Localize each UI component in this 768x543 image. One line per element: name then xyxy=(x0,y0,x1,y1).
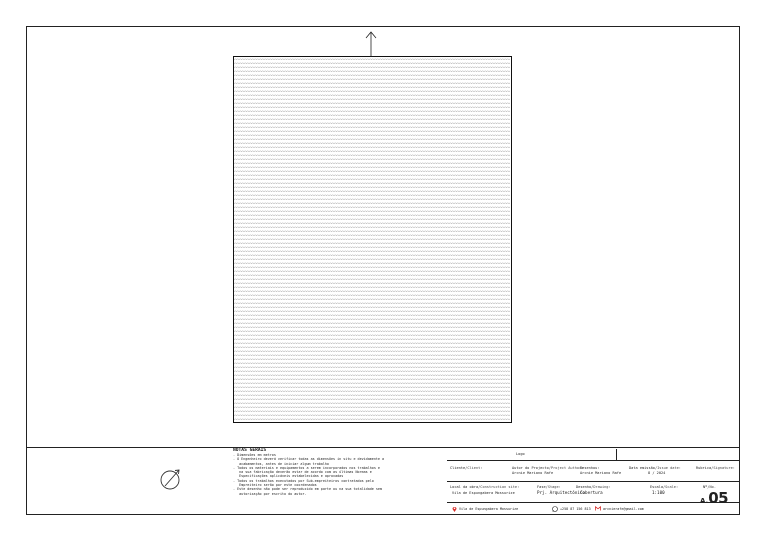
contact-address: Vila de Espungabera Mossurize xyxy=(452,506,518,512)
phase-value: Prj. Arquitectónico xyxy=(537,490,585,495)
notes-title: NOTAS GERAIS xyxy=(233,448,267,453)
sheet-number-label: Nº/No. xyxy=(703,485,716,489)
location-pin-icon xyxy=(452,506,457,512)
north-arrow-icon xyxy=(365,30,377,58)
issue-date-label: Data emissão/Issue date: xyxy=(629,466,681,470)
title-block-row-line xyxy=(447,460,740,461)
note-line: - Todos os materiais e equipamentos a serem incorporados nos trabalhos e xyxy=(233,465,380,470)
title-block-row-line xyxy=(447,481,740,482)
contact-email: arcnierafe@gmail.com xyxy=(595,506,644,511)
drawn-name: Arcnie Mariano Rafe xyxy=(580,471,622,475)
contact-phone: +258 87 156 813 xyxy=(552,506,591,512)
general-notes xyxy=(233,448,418,496)
note-line: Empreiteiro serão por este coordenados xyxy=(233,483,317,488)
roof-tile-hatch xyxy=(234,57,510,421)
author-name: Arcnie Mariano Rafe xyxy=(512,471,554,475)
note-line: autorização por escrito do autor. xyxy=(233,491,307,496)
logo-divider xyxy=(616,449,617,460)
note-line: - O Engenheiro deverá verificar todas as dimensões in situ e devidamente a xyxy=(233,457,385,462)
location-value: Vila de Espungabera Mossurize xyxy=(452,491,515,495)
note-line: Especificações aplicáveis estabelecidas e aprovadas xyxy=(233,474,344,479)
gmail-icon xyxy=(595,506,601,511)
scale-label: Escala/Scale: xyxy=(650,485,679,489)
note-line: na sua fabricação deverão estar de acordo com as últimas Normas e xyxy=(233,470,372,475)
drawing-value: Cobertura xyxy=(580,490,603,495)
phase-label: Fase/Stage: xyxy=(537,485,561,489)
note-line: - Todos os trabalhos executados por Sub-empreiteiros contratados pelo xyxy=(233,478,374,483)
drawn-label: Desenhou: xyxy=(580,466,600,470)
note-line: acabamentos, antes de iniciar algum trabalho xyxy=(233,461,329,466)
note-line: - Dimensões em metros xyxy=(233,453,276,457)
signature-label: Rubrica/Signature: xyxy=(696,466,735,470)
location-label: Local da obra/Construction site: xyxy=(450,485,520,489)
drawing-label: Desenho/Drawing: xyxy=(576,485,611,489)
roof-plan xyxy=(233,56,512,423)
client-label: Cliente/Client: xyxy=(450,466,483,470)
author-label: Autor do Projecto/Project Author: xyxy=(512,466,584,470)
note-line: - Este desenho não pode ser reproduzido em parte ou na sua totalidade sem xyxy=(233,487,383,492)
issue-date: 8 / 2024 xyxy=(648,471,666,475)
sheet-number: A.05 xyxy=(700,489,729,507)
title-block-row-line xyxy=(447,502,740,503)
scale-value: 1:100 xyxy=(652,490,665,495)
logo-label: Logo xyxy=(516,452,525,456)
whatsapp-icon xyxy=(552,506,558,512)
compass-icon xyxy=(158,466,184,492)
